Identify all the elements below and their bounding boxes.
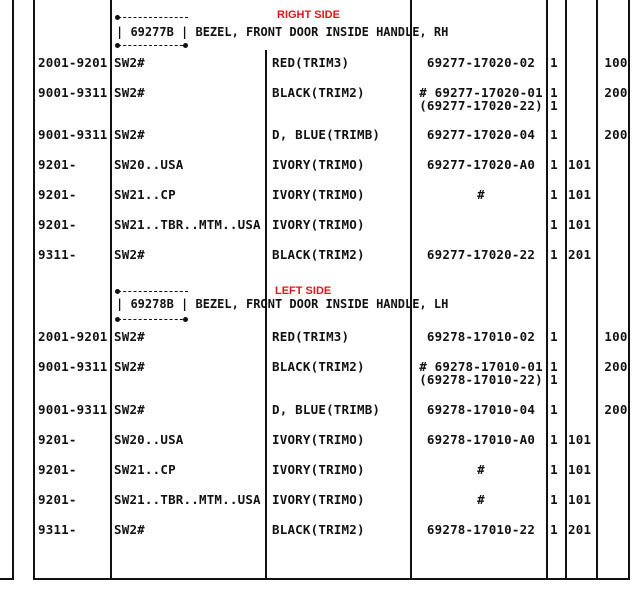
date-cell: 9001-9311 xyxy=(38,359,108,374)
model-cell: SW20..USA xyxy=(114,432,184,447)
model-cell: SW21..CP xyxy=(114,187,176,202)
quantity-cell: 1 xyxy=(550,217,558,232)
quantity-cell: 1 xyxy=(550,492,558,507)
part-number-cell: # xyxy=(477,187,485,202)
model-cell: SW2# xyxy=(114,329,145,344)
part-number-cell: # 69278-17010-01 xyxy=(419,359,543,374)
code-cell-2: 200 xyxy=(604,85,628,100)
quantity-cell: 1 xyxy=(550,402,558,417)
date-cell: 9001-9311 xyxy=(38,85,108,100)
model-cell: SW2# xyxy=(114,522,145,537)
code-cell-2: 200 xyxy=(604,402,628,417)
table-row xyxy=(0,330,638,354)
color-cell: D, BLUE(TRIMB) xyxy=(272,402,381,417)
quantity-cell: 1 xyxy=(550,187,558,202)
date-cell: 9001-9311 xyxy=(38,402,108,417)
date-cell: 9311- xyxy=(38,247,77,262)
quantity-cell: 1 xyxy=(550,55,558,70)
part-number-cell: # 69277-17020-01 xyxy=(419,85,543,100)
part-number-cell: 69278-17010-04 xyxy=(426,402,536,417)
section-title-left: LEFT SIDE xyxy=(275,285,332,297)
color-cell: BLACK(TRIM2) xyxy=(272,359,365,374)
color-cell: IVORY(TRIMO) xyxy=(272,187,365,202)
part-group-header-left: | 69278B | BEZEL, FRONT DOOR INSIDE HANDLE, LH xyxy=(116,297,449,311)
date-cell: 9311- xyxy=(38,522,77,537)
model-cell: SW2# xyxy=(114,402,145,417)
table-row xyxy=(0,463,638,487)
color-cell: BLACK(TRIM2) xyxy=(272,247,365,262)
table-row xyxy=(0,359,638,387)
date-cell: 2001-9201 xyxy=(38,55,108,70)
model-cell: SW2# xyxy=(114,85,145,100)
color-cell: IVORY(TRIMO) xyxy=(272,217,365,232)
table-row xyxy=(0,218,638,242)
quantity-cell: 1 xyxy=(550,85,558,100)
part-number-cell: 69277-17020-22 xyxy=(426,247,536,262)
table-row xyxy=(0,56,638,80)
color-cell: IVORY(TRIMO) xyxy=(272,157,365,172)
table-row xyxy=(0,493,638,517)
part-number-cell: # xyxy=(477,492,485,507)
model-cell: SW2# xyxy=(114,247,145,262)
alternate-part-number-cell: (69278-17010-22) xyxy=(419,372,543,387)
model-cell: SW21..TBR..MTM..USA xyxy=(114,492,261,507)
color-cell: RED(TRIM3) xyxy=(272,329,350,344)
part-number-cell: # xyxy=(477,462,485,477)
bottom-rule xyxy=(33,578,630,580)
table-row xyxy=(0,403,638,427)
table-row xyxy=(0,248,638,272)
table-row xyxy=(0,158,638,182)
table-row xyxy=(0,433,638,457)
header-marker-line xyxy=(118,319,188,320)
alternate-quantity-cell: 1 xyxy=(550,372,558,387)
color-cell: IVORY(TRIMO) xyxy=(272,432,365,447)
part-number-cell: 69277-17020-04 xyxy=(426,127,536,142)
header-marker-line xyxy=(118,291,188,292)
date-cell: 9201- xyxy=(38,462,77,477)
quantity-cell: 1 xyxy=(550,432,558,447)
code-cell-1: 101 xyxy=(568,432,592,447)
quantity-cell: 1 xyxy=(550,359,558,374)
model-cell: SW2# xyxy=(114,127,145,142)
part-group-header-right: | 69277B | BEZEL, FRONT DOOR INSIDE HANDLE, RH xyxy=(116,25,449,39)
code-cell-1: 101 xyxy=(568,187,592,202)
color-cell: BLACK(TRIM2) xyxy=(272,85,365,100)
part-number-cell: 69277-17020-02 xyxy=(426,55,536,70)
header-marker-line xyxy=(118,17,188,18)
code-cell-1: 201 xyxy=(568,522,592,537)
color-cell: IVORY(TRIMO) xyxy=(272,492,365,507)
quantity-cell: 1 xyxy=(550,522,558,537)
color-cell: D, BLUE(TRIMB) xyxy=(272,127,381,142)
quantity-cell: 1 xyxy=(550,127,558,142)
part-number-cell: 69278-17010-02 xyxy=(426,329,536,344)
code-cell-1: 101 xyxy=(568,492,592,507)
code-cell-1: 101 xyxy=(568,157,592,172)
table-row xyxy=(0,188,638,212)
date-cell: 2001-9201 xyxy=(38,329,108,344)
date-cell: 9201- xyxy=(38,157,77,172)
model-cell: SW2# xyxy=(114,55,145,70)
date-cell: 9001-9311 xyxy=(38,127,108,142)
alternate-part-number-cell: (69277-17020-22) xyxy=(419,98,543,113)
quantity-cell: 1 xyxy=(550,462,558,477)
table-row xyxy=(0,85,638,113)
section-title-right: RIGHT SIDE xyxy=(277,9,340,21)
color-cell: RED(TRIM3) xyxy=(272,55,350,70)
color-cell: IVORY(TRIMO) xyxy=(272,462,365,477)
model-cell: SW2# xyxy=(114,359,145,374)
part-number-cell: 69278-17010-A0 xyxy=(426,432,536,447)
code-cell-2: 100 xyxy=(604,55,628,70)
model-cell: SW20..USA xyxy=(114,157,184,172)
model-cell: SW21..CP xyxy=(114,462,176,477)
header-marker-line xyxy=(118,45,188,46)
header-marker-dot xyxy=(183,43,188,48)
table-row xyxy=(0,128,638,152)
color-cell: BLACK(TRIM2) xyxy=(272,522,365,537)
table-row xyxy=(0,523,638,547)
quantity-cell: 1 xyxy=(550,247,558,262)
code-cell-2: 100 xyxy=(604,329,628,344)
date-cell: 9201- xyxy=(38,217,77,232)
quantity-cell: 1 xyxy=(550,157,558,172)
part-number-cell: 69277-17020-A0 xyxy=(426,157,536,172)
code-cell-2: 200 xyxy=(604,127,628,142)
code-cell-1: 101 xyxy=(568,217,592,232)
code-cell-2: 200 xyxy=(604,359,628,374)
alternate-quantity-cell: 1 xyxy=(550,98,558,113)
quantity-cell: 1 xyxy=(550,329,558,344)
part-number-cell: 69278-17010-22 xyxy=(426,522,536,537)
code-cell-1: 101 xyxy=(568,462,592,477)
model-cell: SW21..TBR..MTM..USA xyxy=(114,217,261,232)
date-cell: 9201- xyxy=(38,432,77,447)
date-cell: 9201- xyxy=(38,187,77,202)
date-cell: 9201- xyxy=(38,492,77,507)
code-cell-1: 201 xyxy=(568,247,592,262)
header-marker-dot xyxy=(183,317,188,322)
